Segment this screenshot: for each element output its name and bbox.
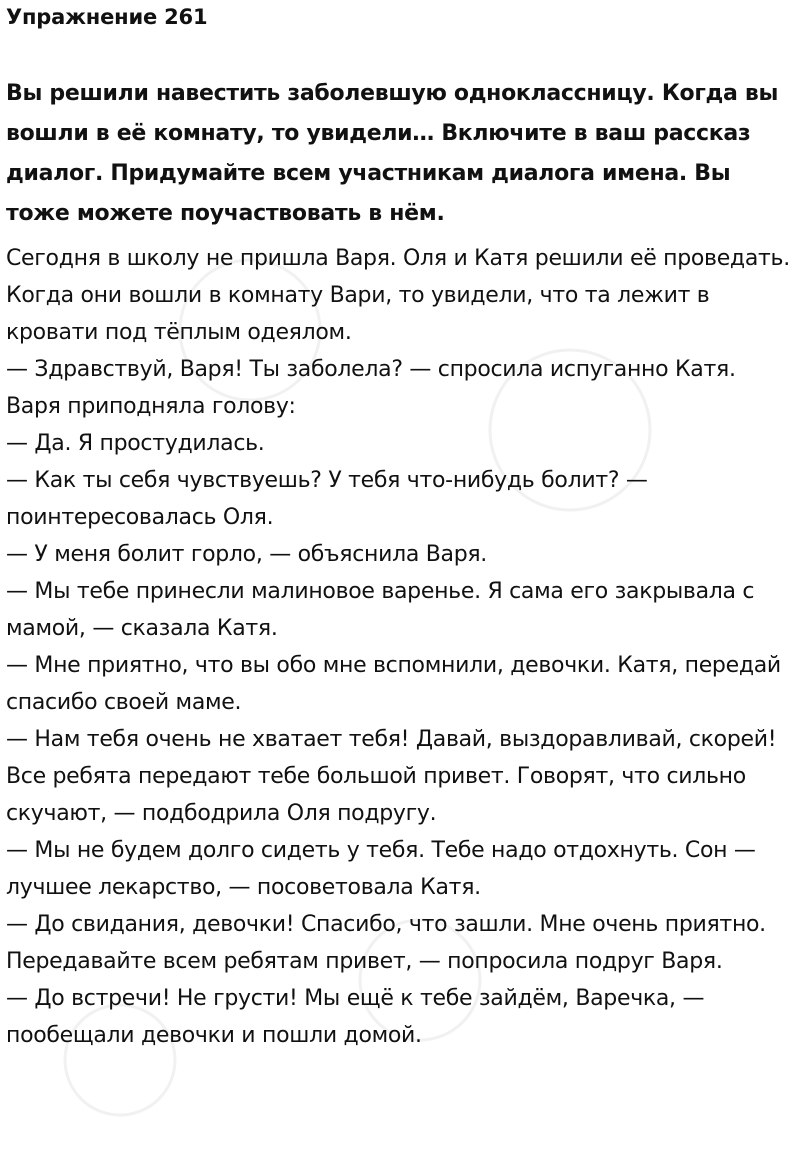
story-paragraph: — Мы тебе принесли малиновое варенье. Я сама его закрывала с мамой, — сказала Катя.	[6, 579, 755, 641]
exercise-task: Вы решили навестить заболевшую одноклассницу. Когда вы вошли в её комнату, то увидели… Включите в ваш рассказ диалог. Придумайте всем участникам диалога имена. Вы тоже можете поучаствовать в нём.	[6, 81, 779, 226]
story-paragraph: — Мне приятно, что вы обо мне вспомнили, девочки. Катя, передай спасибо своей маме.	[6, 653, 781, 715]
story-paragraph: Сегодня в школу не пришла Варя. Оля и Катя решили её проведать. Когда они вошли в комнату Вари, то увидели, что та лежит в кровати под тёплым одеялом.	[6, 246, 790, 345]
story-paragraph: — Как ты себя чувствуешь? У тебя что-нибудь болит? — поинтересовалась Оля.	[6, 468, 648, 530]
story-text	[6, 240, 794, 1054]
story-paragraph: Варя приподняла голову:	[6, 394, 296, 419]
story-paragraph: — До встречи! Не грусти! Мы ещё к тебе зайдём, Варечка, — пообещали девочки и пошли домой.	[6, 986, 705, 1048]
story-paragraph: — Мы не будем долго сидеть у тебя. Тебе надо отдохнуть. Сон — лучшее лекарство, — посоветовала Катя.	[6, 838, 756, 900]
story-paragraph: — Здравствуй, Варя! Ты заболела? — спросила испуганно Катя.	[6, 357, 736, 382]
story-paragraph: — Да. Я простудилась.	[6, 431, 265, 456]
story-paragraph: — Нам тебя очень не хватает тебя! Давай, выздоравливай, скорей! Все ребята передают тебе большой привет. Говорят, что сильно скучают, — подбодрила Оля подругу.	[6, 727, 777, 826]
exercise-heading: Упражнение 261	[6, 5, 208, 29]
story-paragraph: — До свидания, девочки! Спасибо, что зашли. Мне очень приятно. Передавайте всем ребятам привет, — попросила подруг Варя.	[6, 912, 766, 974]
story-paragraph: — У меня болит горло, — объяснила Варя.	[6, 542, 488, 567]
